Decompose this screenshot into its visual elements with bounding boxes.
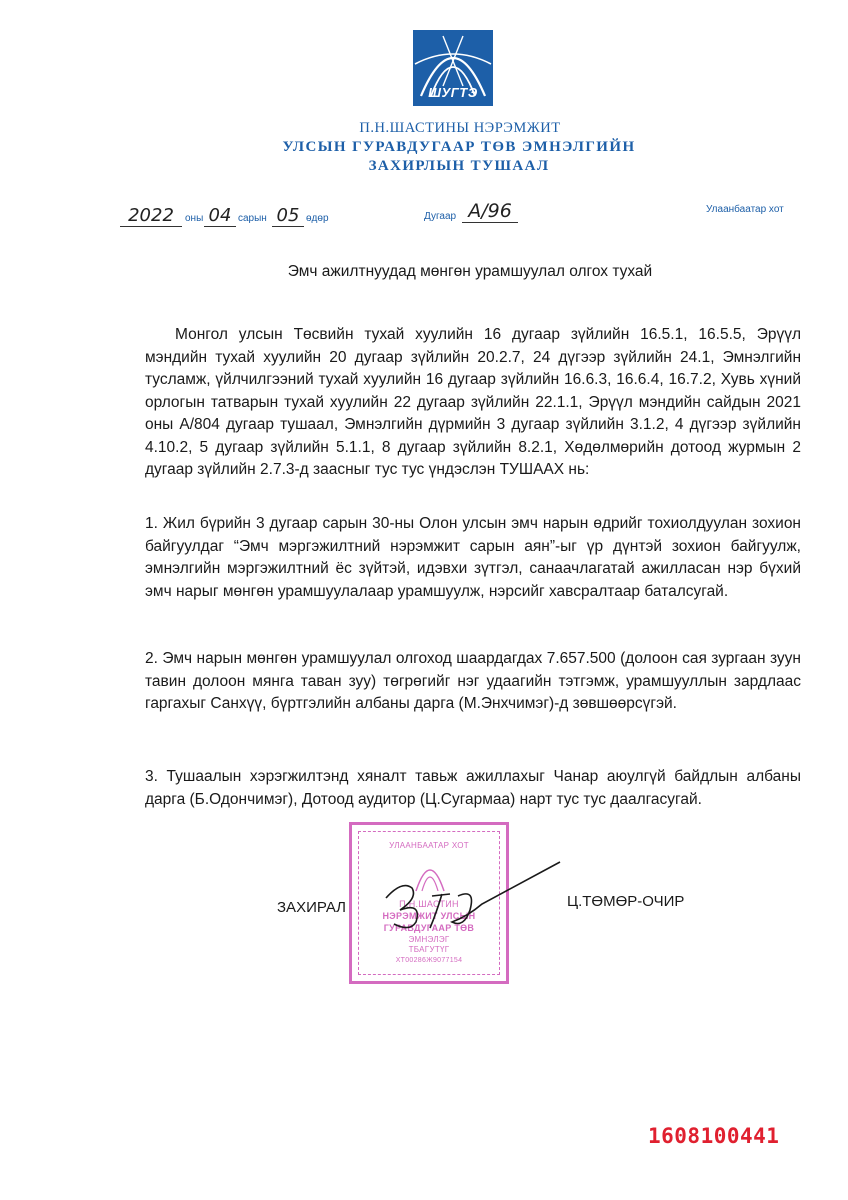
date-month: 04 (204, 205, 236, 227)
order-item-1: 1. Жил бүрийн 3 дугаар сарын 30-ны Олон улсын эмч нарын өдрийг тохиолдуулан зохион байгуулдаг “Эмч мэргэжилтний нэрэмжит сарын аян”-ыг үр дүнтэй зохион байгуулж, эмнэлгийн мэргэжилтний ёс зүйтэй, идэвхи зүтгэл, санаачлагатай ажилласан нэр бүхий эмч нарыг мөнгөн урамшуулалаар урамшуулж, нэрсийг хавсралтаар баталсугай. (145, 515, 801, 600)
stamp-line-2: НЭРЭМЖИТ УЛСЫН (382, 911, 476, 921)
signatory-name: Ц.ТӨМӨР-ОЧИР (567, 893, 685, 910)
signatory-role: ЗАХИРАЛ (277, 899, 347, 916)
handwritten-signature (372, 858, 572, 938)
date-day: 05 (272, 205, 304, 227)
order-item-3: 3. Тушаалын хэрэгжилтэнд хяналт тавьж ажиллахыг Чанар аюулгүй байдлын албаны дарга (Б.Одончимэг), Дотоод аудитор (Ц.Сугармаа) нарт тус тус даалгасугай. (145, 768, 801, 808)
document-serial-number: 1608100441 (648, 1124, 780, 1148)
intro-paragraph: Монгол улсын Төсвийн тухай хуулийн 16 дугаар зүйлийн 16.5.1, 16.5.5, Эрүүл мэндийн тухай хуулийн 20 дугаар зүйлийн 20.2.7, 24 дүгээр зүйлийн 24.1, Эмнэлгийн тусламж, үйлчилгээний тухай хуулийн 16 дугаар зүйлийн 16.6.3, 16.6.4, 16.7.2, Хувь хүний орлогын татварын тухай хуулийн 22 дугаар зүйлийн 22.1.1, Эрүүл мэндийн сайдын 2021 оны А/804 дугаар тушаал, Эмнэлгийн дүрмийн 3 дугаар зүйлийн 3.1.2, 4 дүгээр зүйлийн 4.10.2, 5 дугаар зүйлийн 5.1.1, 8 дугаар зүйлийн 8.2.1, Хөдөлмөрийн дотоод журмын 2 дугаар зүйлийн 2.7.3-д заасныг тус тус үндэслэн ТУШААХ нь: (145, 326, 801, 478)
date-month-suffix: сарын (238, 213, 267, 224)
header-line-3: ЗАХИРЛЫН ТУШААЛ (368, 158, 550, 174)
stamp-line-3: ГУРАВДУГААР ТӨВ (383, 923, 475, 933)
stamp-line-6: ХТ00286Ж9077154 (395, 957, 463, 964)
date-year-suffix: оны (185, 213, 204, 224)
order-number: А/96 (462, 200, 518, 223)
document-title: Эмч ажилтнуудад мөнгөн урамшуулал олгох тухай (287, 263, 653, 280)
stamp-top-text: УЛААНБААТАР ХОТ (389, 841, 469, 850)
date-year: 2022 (120, 205, 182, 227)
order-item-2: 2. Эмч нарын мөнгөн урамшуулал олгоход шаардагдах 7.657.500 (долоон сая зургаан зуун тавин долоон мянга таван зуу) төгрөгийг нэг удаагийн тэтгэмж, урамшууллын зардлаас гаргахыг Санхүү, бүртгэлийн албаны дарга (М.Энхчимэг)-д зөвшөөрсүгэй. (145, 650, 801, 712)
stamp-line-5: ТБАГУТҮГ (408, 945, 450, 954)
header-line-2: УЛСЫН ГУРАВДУГААР ТӨВ ЭМНЭЛГИЙН (282, 139, 636, 155)
stamp-line-4: ЭМНЭЛЭГ (408, 935, 450, 944)
stamp-line-1: П.Н.ШАСТИН (399, 899, 459, 909)
city-label: Улаанбаатар хот (706, 204, 784, 215)
hospital-logo (413, 30, 493, 106)
logo-text: ШУГТЭ (428, 85, 478, 100)
date-day-suffix: өдөр (306, 213, 329, 224)
number-label: Дугаар (424, 211, 457, 222)
header-line-1: П.Н.ШАСТИНЫ НЭРЭМЖИТ (359, 120, 561, 136)
